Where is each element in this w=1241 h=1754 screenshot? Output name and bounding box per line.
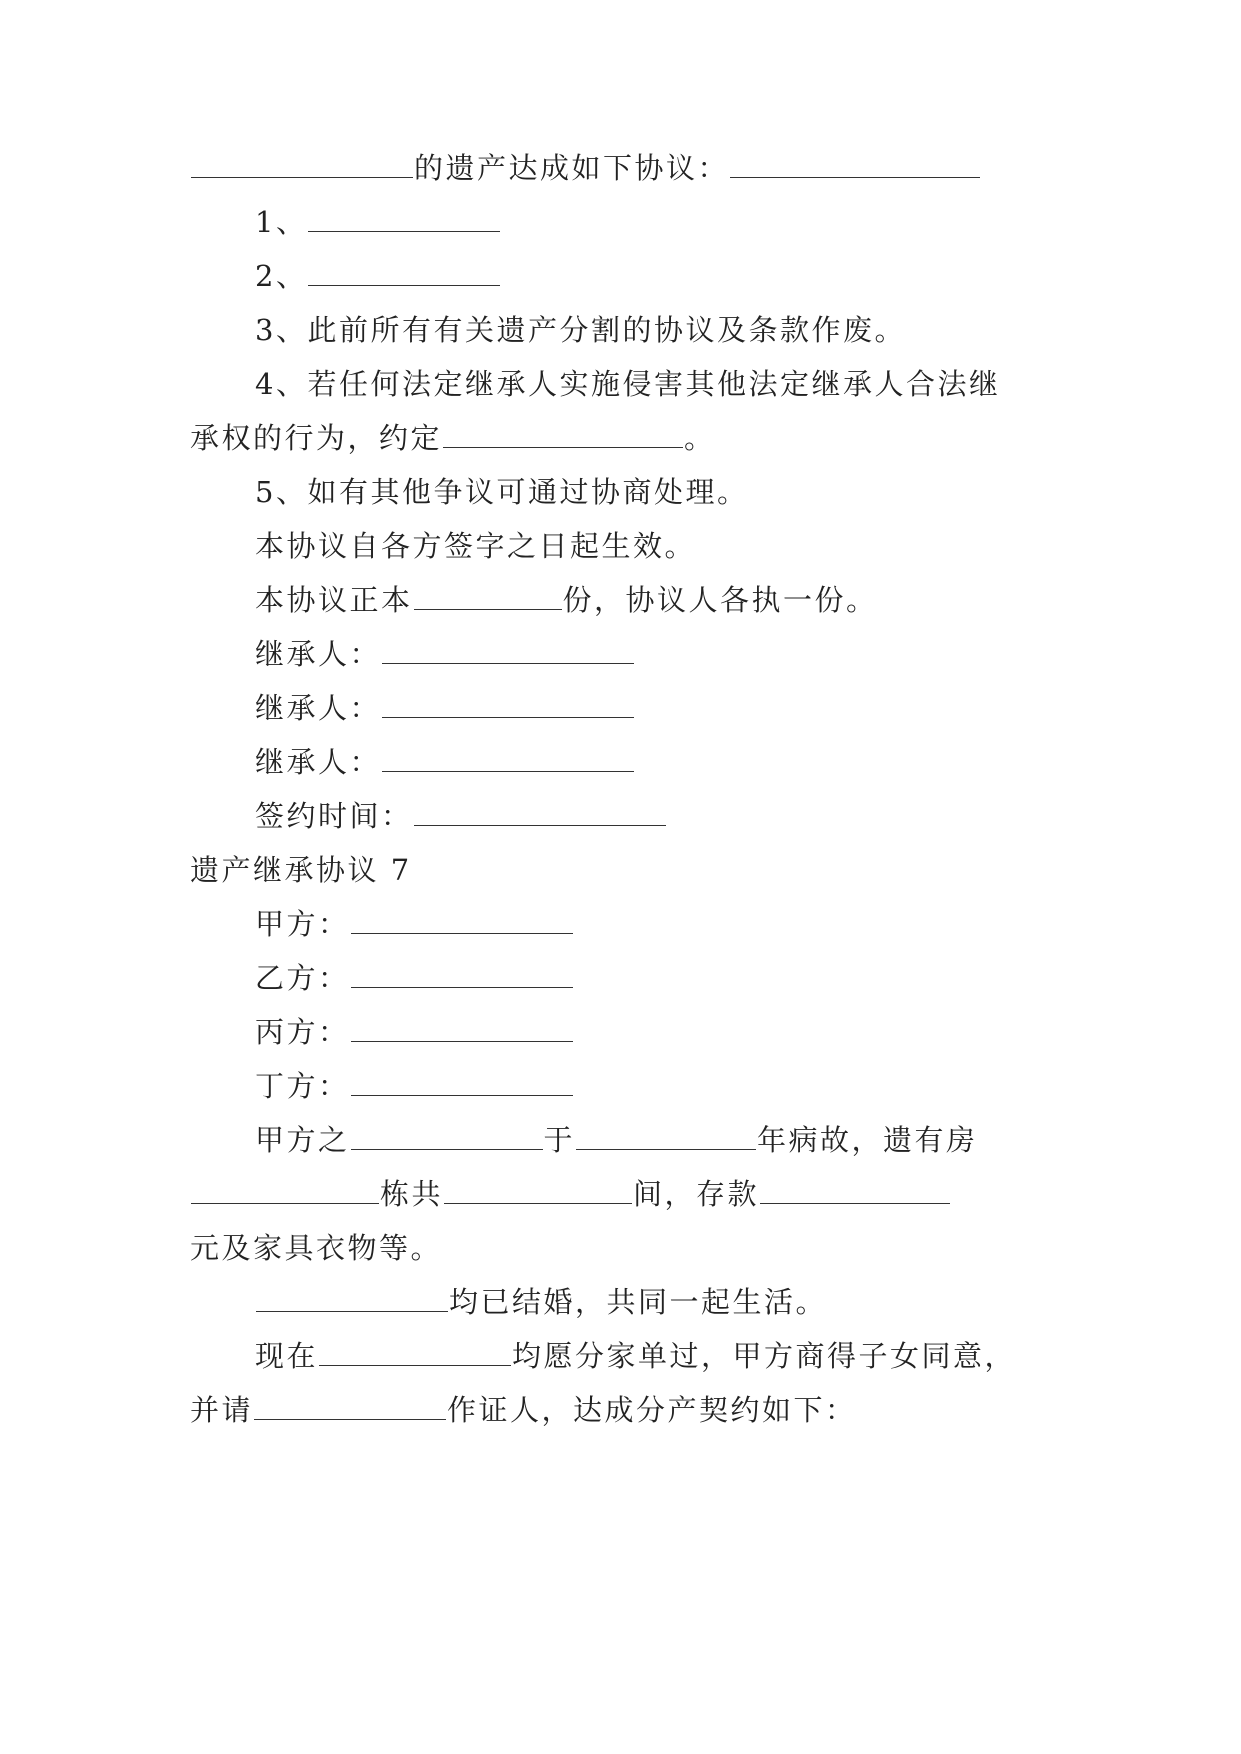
p2-text-a: 栋共 <box>380 1177 444 1211</box>
p6-text-a: 并请 <box>190 1393 254 1427</box>
party-a-line <box>255 904 1115 944</box>
sign-time <box>255 796 1115 836</box>
blank-field[interactable] <box>382 745 634 772</box>
agreement-intro-line <box>190 148 1050 188</box>
paragraph-1-line-1 <box>255 1120 1115 1160</box>
p3-text: 元及家具衣物等。 <box>190 1231 443 1265</box>
effective-clause <box>255 526 1115 566</box>
blank-field[interactable] <box>730 151 980 178</box>
party-d-label: 丁方： <box>255 1069 350 1103</box>
copies-text-a: 本协议正本 <box>255 583 413 617</box>
blank-field[interactable] <box>254 1393 446 1420</box>
blank-field[interactable] <box>351 907 573 934</box>
blank-field[interactable] <box>319 1339 511 1366</box>
blank-field[interactable] <box>576 1123 756 1150</box>
clause-5 <box>255 472 1115 512</box>
blank-field[interactable] <box>382 637 634 664</box>
clause-1-number: 1、 <box>255 205 308 239</box>
blank-field[interactable] <box>191 1177 379 1204</box>
clause-3-text: 3、此前所有有关遗产分割的协议及条款作废。 <box>255 313 906 347</box>
blank-field[interactable] <box>351 1069 573 1096</box>
heir-signature-3 <box>255 742 1115 782</box>
blank-field[interactable] <box>308 205 500 232</box>
blank-field[interactable] <box>351 961 573 988</box>
clause-3 <box>255 310 1115 350</box>
party-a-label: 甲方： <box>255 907 350 941</box>
clause-5-text: 5、如有其他争议可通过协商处理。 <box>255 475 749 509</box>
blank-field[interactable] <box>444 1177 632 1204</box>
blank-field[interactable] <box>351 1015 573 1042</box>
p1-text-a: 甲方之 <box>255 1123 350 1157</box>
blank-field[interactable] <box>351 1123 543 1150</box>
clause-4-text-b: 承权的行为，约定 <box>190 421 443 455</box>
heir-signature-1 <box>255 634 1115 674</box>
party-c-label: 丙方： <box>255 1015 350 1049</box>
heir-signature-2 <box>255 688 1115 728</box>
p5-text-a: 现在 <box>255 1339 319 1373</box>
clause-4-end: 。 <box>684 421 716 455</box>
paragraph-3-line-1 <box>255 1336 1115 1376</box>
agreement-7-title: 遗产继承协议 7 <box>190 853 412 887</box>
party-d-line <box>255 1066 1115 1106</box>
clause-4-line-1 <box>255 364 1115 404</box>
section-title <box>190 850 1050 890</box>
blank-field[interactable] <box>443 421 683 448</box>
p2-text-b: 间，存款 <box>633 1177 760 1211</box>
paragraph-1-line-3 <box>190 1228 1050 1268</box>
blank-field[interactable] <box>414 799 666 826</box>
blank-field[interactable] <box>308 259 500 286</box>
heir-label: 继承人： <box>255 745 382 779</box>
clause-1 <box>255 202 1115 242</box>
party-c-line <box>255 1012 1115 1052</box>
party-b-label: 乙方： <box>255 961 350 995</box>
copies-clause <box>255 580 1115 620</box>
blank-field[interactable] <box>414 583 562 610</box>
blank-field[interactable] <box>382 691 634 718</box>
p6-text-b: 作证人，达成分产契约如下： <box>447 1393 857 1427</box>
copies-text-b: 份，协议人各执一份。 <box>562 583 878 617</box>
paragraph-1-line-2 <box>190 1174 1050 1214</box>
blank-field[interactable] <box>760 1177 950 1204</box>
agreement-intro-text: 的遗产达成如下协议： <box>414 151 730 185</box>
sign-time-label: 签约时间： <box>255 799 413 833</box>
heir-label: 继承人： <box>255 691 382 725</box>
p5-text-b: 均愿分家单过，甲方商得子女同意， <box>512 1339 1017 1373</box>
blank-field[interactable] <box>256 1285 448 1312</box>
clause-4-text-a: 4、若任何法定继承人实施侵害其他法定继承人合法继 <box>255 367 1001 401</box>
clause-2-number: 2、 <box>255 259 308 293</box>
paragraph-3-line-2 <box>190 1390 1050 1430</box>
party-b-line <box>255 958 1115 998</box>
paragraph-2 <box>255 1282 1115 1322</box>
heir-label: 继承人： <box>255 637 382 671</box>
effective-text: 本协议自各方签字之日起生效。 <box>255 529 697 563</box>
blank-field[interactable] <box>191 151 413 178</box>
clause-4-line-2 <box>190 418 1050 458</box>
p1-text-c: 年病故，遗有房 <box>757 1123 978 1157</box>
clause-2 <box>255 256 1115 296</box>
p1-text-b: 于 <box>543 1123 576 1157</box>
p4-text: 均已结婚，共同一起生活。 <box>449 1285 828 1319</box>
